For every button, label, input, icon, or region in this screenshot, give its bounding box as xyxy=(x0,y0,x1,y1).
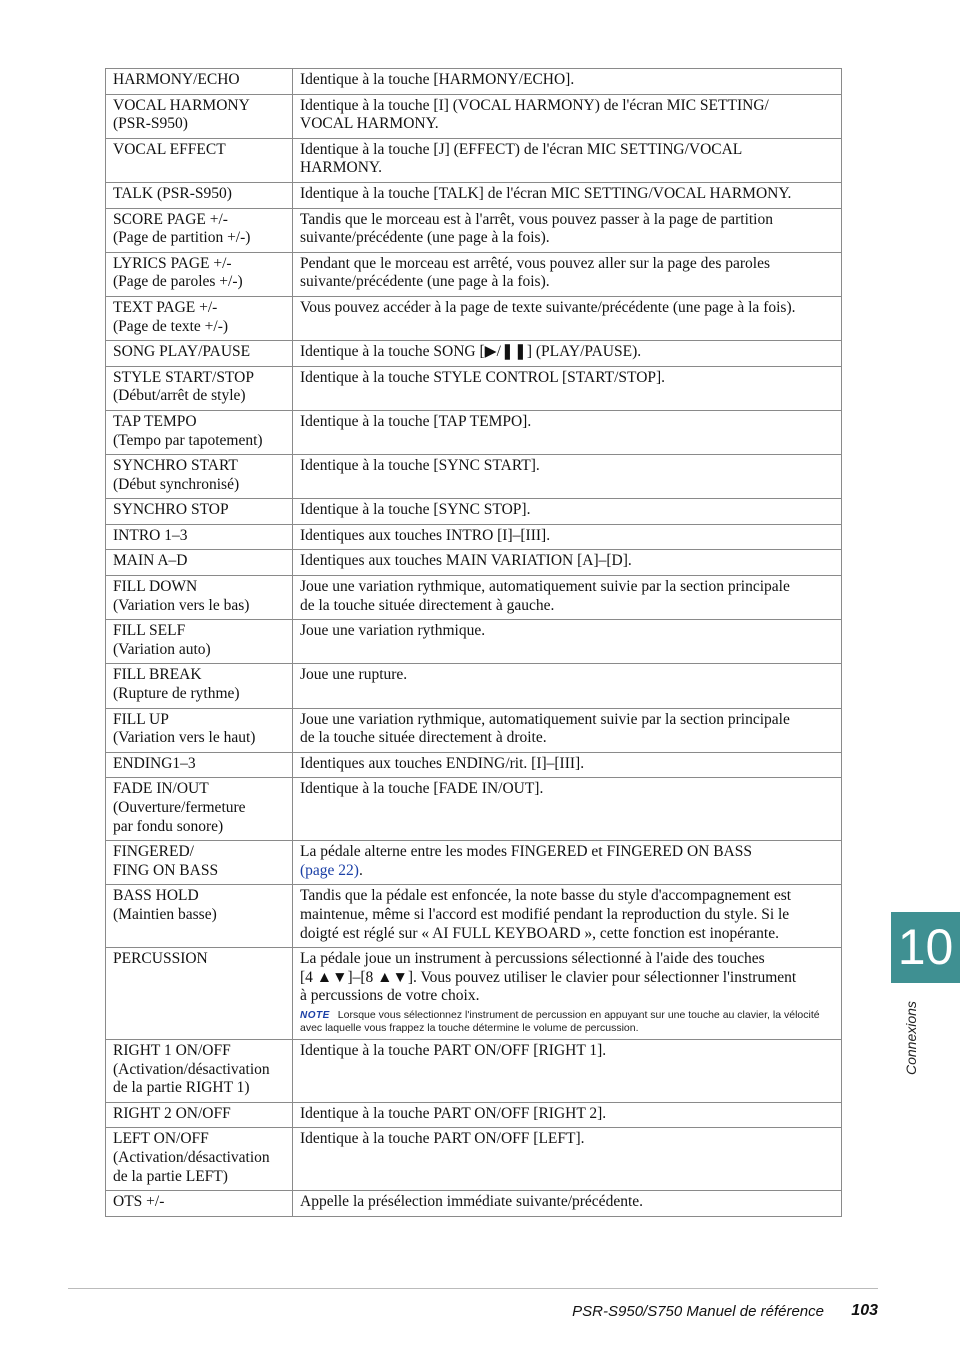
table-row xyxy=(106,410,842,454)
function-name: TAP TEMPO (Tempo par tapotement) xyxy=(106,410,293,454)
function-description: Joue une variation rythmique. xyxy=(293,620,842,664)
function-name: FINGERED/ FING ON BASS xyxy=(106,841,293,885)
function-description: Tandis que la pédale est enfoncée, la note basse du style d'accompagnement est maintenue, même si l'accord est modifié pendant la reproduction du style. Si le doigté est réglé sur « AI FULL KEYBOARD », cette fonction est inopérante. xyxy=(293,885,842,948)
function-description: Identique à la touche PART ON/OFF [RIGHT 1]. xyxy=(293,1039,842,1102)
function-name: VOCAL EFFECT xyxy=(106,138,293,182)
function-description: Tandis que le morceau est à l'arrêt, vous pouvez passer à la page de partition suivante/précédente (une page à la fois). xyxy=(293,208,842,252)
function-name: RIGHT 1 ON/OFF (Activation/désactivation de la partie RIGHT 1) xyxy=(106,1039,293,1102)
table-row xyxy=(106,366,842,410)
table-row xyxy=(106,752,842,778)
function-description: Identique à la touche STYLE CONTROL [START/STOP]. xyxy=(293,366,842,410)
table-row xyxy=(106,620,842,664)
table-row xyxy=(106,94,842,138)
function-description: Identique à la touche [J] (EFFECT) de l'écran MIC SETTING/VOCAL HARMONY. xyxy=(293,138,842,182)
function-name: SCORE PAGE +/- (Page de partition +/-) xyxy=(106,208,293,252)
function-description: Joue une variation rythmique, automatiquement suivie par la section principale de la touche située directement à droite. xyxy=(293,708,842,752)
table-row xyxy=(106,138,842,182)
function-description: Identique à la touche SONG [▶/❚❚] (PLAY/PAUSE). xyxy=(293,341,842,367)
table-row xyxy=(106,708,842,752)
table-row xyxy=(106,948,842,1040)
function-name: SYNCHRO START (Début synchronisé) xyxy=(106,455,293,499)
table-body xyxy=(106,69,842,1217)
table-row xyxy=(106,885,842,948)
table-row xyxy=(106,499,842,525)
function-description: Identique à la touche [HARMONY/ECHO]. xyxy=(293,69,842,95)
note-text: Lorsque vous sélectionnez l'instrument de percussion en appuyant sur une touche au clavier, la vélocité avec laquelle vous frappez la touche détermine le volume de percussion. xyxy=(300,1008,820,1034)
function-name: FILL SELF (Variation auto) xyxy=(106,620,293,664)
function-description: Identique à la touche [I] (VOCAL HARMONY) de l'écran MIC SETTING/ VOCAL HARMONY. xyxy=(293,94,842,138)
function-name: LYRICS PAGE +/- (Page de paroles +/-) xyxy=(106,252,293,296)
table-row xyxy=(106,208,842,252)
function-name: ENDING1–3 xyxy=(106,752,293,778)
table-row xyxy=(106,1039,842,1102)
table-row xyxy=(106,664,842,708)
table-row xyxy=(106,524,842,550)
function-name: HARMONY/ECHO xyxy=(106,69,293,95)
function-name: MAIN A–D xyxy=(106,550,293,576)
description-text: La pédale joue un instrument à percussions sélectionné à l'aide des touches [4 ▲▼]–[8 ▲▼]. Vous pouvez utiliser le clavier pour sélectionner l'instrument à percussions de votre choix. xyxy=(300,950,797,1005)
function-name: BASS HOLD (Maintien basse) xyxy=(106,885,293,948)
function-description: Identique à la touche [SYNC STOP]. xyxy=(293,499,842,525)
function-name: SYNCHRO STOP xyxy=(106,499,293,525)
table-row xyxy=(106,296,842,340)
function-name: RIGHT 2 ON/OFF xyxy=(106,1102,293,1128)
function-description: Identiques aux touches INTRO [I]–[III]. xyxy=(293,524,842,550)
chapter-label: Connexions xyxy=(903,1001,919,1075)
function-description: Identique à la touche PART ON/OFF [LEFT]. xyxy=(293,1128,842,1191)
table-row xyxy=(106,778,842,841)
note-label: NOTE xyxy=(300,1009,330,1021)
function-description: Identiques aux touches MAIN VARIATION [A]–[D]. xyxy=(293,550,842,576)
function-name: LEFT ON/OFF (Activation/désactivation de la partie LEFT) xyxy=(106,1128,293,1191)
function-description: Vous pouvez accéder à la page de texte suivante/précédente (une page à la fois). xyxy=(293,296,842,340)
chapter-tab[interactable]: 10 xyxy=(891,912,960,983)
function-name: FILL BREAK (Rupture de rythme) xyxy=(106,664,293,708)
table-row xyxy=(106,576,842,620)
function-description: Identique à la touche PART ON/OFF [RIGHT 2]. xyxy=(293,1102,842,1128)
function-name: TEXT PAGE +/- (Page de texte +/-) xyxy=(106,296,293,340)
function-description: Identique à la touche [SYNC START]. xyxy=(293,455,842,499)
description-text: La pédale alterne entre les modes FINGERED et FINGERED ON BASS xyxy=(300,843,752,861)
function-name: FILL DOWN (Variation vers le bas) xyxy=(106,576,293,620)
function-name: INTRO 1–3 xyxy=(106,524,293,550)
function-name: OTS +/- xyxy=(106,1191,293,1217)
table-row xyxy=(106,69,842,95)
function-description: Identique à la touche [TALK] de l'écran MIC SETTING/VOCAL HARMONY. xyxy=(293,182,842,208)
function-name: SONG PLAY/PAUSE xyxy=(106,341,293,367)
function-name: VOCAL HARMONY (PSR-S950) xyxy=(106,94,293,138)
table-row xyxy=(106,182,842,208)
table-row xyxy=(106,841,842,885)
function-description: Pendant que le morceau est arrêté, vous pouvez aller sur la page des paroles suivante/précédente (une page à la fois). xyxy=(293,252,842,296)
description-text-end: . xyxy=(358,861,363,879)
page-number: 103 xyxy=(851,1302,878,1319)
function-description: Joue une rupture. xyxy=(293,664,842,708)
note-block xyxy=(300,1009,835,1035)
table-row xyxy=(106,550,842,576)
function-name: FADE IN/OUT (Ouverture/fermeture par fondu sonore) xyxy=(106,778,293,841)
table-row xyxy=(106,1191,842,1217)
table-row xyxy=(106,455,842,499)
table-row xyxy=(106,252,842,296)
function-name: STYLE START/STOP (Début/arrêt de style) xyxy=(106,366,293,410)
function-description: Identiques aux touches ENDING/rit. [I]–[III]. xyxy=(293,752,842,778)
footer-divider xyxy=(68,1288,878,1289)
footer-manual-title: PSR-S950/S750 Manuel de référence xyxy=(572,1303,824,1320)
function-description: Identique à la touche [TAP TEMPO]. xyxy=(293,410,842,454)
function-description: Identique à la touche [FADE IN/OUT]. xyxy=(293,778,842,841)
function-reference-table xyxy=(105,68,842,1217)
function-name: FILL UP (Variation vers le haut) xyxy=(106,708,293,752)
table-row xyxy=(106,1128,842,1191)
function-name: TALK (PSR-S950) xyxy=(106,182,293,208)
function-name: PERCUSSION xyxy=(106,948,293,1040)
page-link[interactable]: (page 22) xyxy=(300,861,359,879)
table-row xyxy=(106,1102,842,1128)
function-description: Joue une variation rythmique, automatiquement suivie par la section principale de la touche située directement à gauche. xyxy=(293,576,842,620)
function-description xyxy=(293,948,842,1040)
table-row xyxy=(106,341,842,367)
function-description xyxy=(293,841,842,885)
function-description: Appelle la présélection immédiate suivante/précédente. xyxy=(293,1191,842,1217)
